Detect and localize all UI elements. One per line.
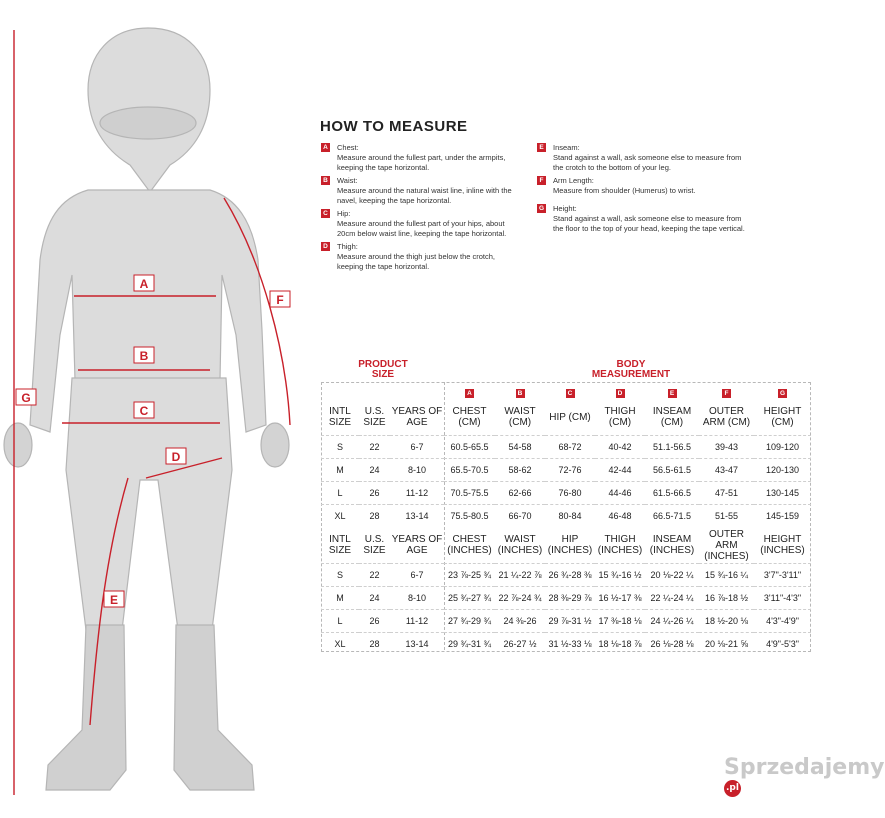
instruction-thigh bbox=[321, 242, 521, 272]
table-cell: M bbox=[321, 587, 359, 610]
table-cell: 26-27 ½ bbox=[495, 633, 545, 656]
table-cell: 42-44 bbox=[595, 459, 645, 482]
table-cell: 75.5-80.5 bbox=[444, 505, 495, 528]
letter-badge: F bbox=[722, 389, 731, 398]
table-cell: 56.5-61.5 bbox=[645, 459, 699, 482]
table-cell: 3'7"-3'11" bbox=[754, 564, 811, 587]
table-cell: 51-55 bbox=[699, 505, 754, 528]
letter-badge: G bbox=[538, 205, 545, 212]
table-cell: 26 bbox=[359, 610, 390, 633]
body-measurement-header: BODY MEASUREMENT bbox=[591, 359, 671, 380]
column-header: HEIGHT (INCHES) bbox=[760, 534, 805, 556]
instruction-height bbox=[537, 204, 747, 234]
empty-cell bbox=[321, 385, 359, 399]
column-header: HEIGHT (CM) bbox=[763, 406, 802, 428]
table-cell: 11-12 bbox=[390, 482, 444, 505]
table-cell: S bbox=[321, 564, 359, 587]
table-row bbox=[321, 587, 811, 610]
instruction-label: Hip: bbox=[337, 209, 351, 218]
instruction-arm-length bbox=[537, 176, 747, 196]
table-cell: M bbox=[321, 459, 359, 482]
figure-label-b: B bbox=[139, 349, 149, 363]
instruction-text: Stand against a wall, ask someone else to measure from the floor to the top of your head, keeping the tape vertical. bbox=[553, 214, 745, 233]
empty-cell bbox=[390, 385, 444, 399]
instruction-text: Measure from shoulder (Humerus) to wrist. bbox=[553, 186, 696, 195]
table-cell: 66-70 bbox=[495, 505, 545, 528]
table-cell: 24 ¼-26 ¼ bbox=[645, 610, 699, 633]
product-size-header: PRODUCT SIZE bbox=[358, 359, 408, 380]
column-header: INTL SIZE bbox=[328, 406, 352, 428]
table-cell: 11-12 bbox=[390, 610, 444, 633]
table-row bbox=[321, 436, 811, 459]
table-cell: 18 ⅛-18 ⅞ bbox=[595, 633, 645, 656]
letter-cell bbox=[495, 385, 545, 399]
measure-instructions-right bbox=[537, 143, 747, 237]
table-cell: 24 bbox=[359, 459, 390, 482]
table-cell: 4'3"-4'9" bbox=[754, 610, 811, 633]
letter-badge: B bbox=[321, 176, 330, 185]
instruction-label: Inseam: bbox=[553, 143, 580, 152]
table-cell: 20 ⅛-22 ¼ bbox=[645, 564, 699, 587]
instruction-label: Arm Length: bbox=[553, 176, 594, 185]
table-cell: L bbox=[321, 482, 359, 505]
instruction-text: Measure around the fullest part of your hips, about 20cm below waist line, keeping the tape horizontal. bbox=[337, 219, 507, 238]
watermark-text: Sprzedajemy bbox=[724, 755, 885, 780]
table-row bbox=[321, 633, 811, 656]
size-table bbox=[321, 385, 811, 655]
header-row bbox=[321, 399, 811, 436]
column-header: INSEAM (CM) bbox=[652, 406, 692, 428]
table-row bbox=[321, 482, 811, 505]
letter-cell bbox=[699, 385, 754, 399]
table-cell: 46-48 bbox=[595, 505, 645, 528]
column-header: YEARS OF AGE bbox=[391, 406, 443, 428]
table-cell: 16 ½-17 ⅜ bbox=[595, 587, 645, 610]
table-cell: 80-84 bbox=[545, 505, 595, 528]
letter-badge: E bbox=[668, 389, 677, 398]
table-cell: 8-10 bbox=[390, 587, 444, 610]
table-cell: 22 bbox=[359, 436, 390, 459]
letter-cell bbox=[545, 385, 595, 399]
table-cell: 27 ¾-29 ¾ bbox=[444, 610, 495, 633]
figure-label-d: D bbox=[171, 450, 181, 464]
table-cell: 29 ⅞-31 ½ bbox=[545, 610, 595, 633]
table-cell: 21 ¼-22 ⅞ bbox=[495, 564, 545, 587]
measurement-figure bbox=[0, 0, 310, 813]
table-cell: 60.5-65.5 bbox=[444, 436, 495, 459]
instruction-label: Chest: bbox=[337, 143, 359, 152]
table-cell: 47-51 bbox=[699, 482, 754, 505]
table-cell: 20 ⅛-21 ⅝ bbox=[699, 633, 754, 656]
table-cell: S bbox=[321, 436, 359, 459]
instruction-hip bbox=[321, 209, 521, 239]
column-header: WAIST (INCHES) bbox=[497, 534, 543, 556]
instruction-label: Waist: bbox=[337, 176, 358, 185]
table-cell: 66.5-71.5 bbox=[645, 505, 699, 528]
table-cell: 8-10 bbox=[390, 459, 444, 482]
table-row bbox=[321, 564, 811, 587]
table-cell: 28 bbox=[359, 505, 390, 528]
letter-badge: A bbox=[465, 389, 474, 398]
watermark-suffix: .pl bbox=[724, 780, 741, 797]
table-cell: 22 bbox=[359, 564, 390, 587]
instruction-text: Measure around the thigh just below the crotch, keeping the tape horizontal. bbox=[337, 252, 496, 271]
table-cell: 62-66 bbox=[495, 482, 545, 505]
letter-badge: C bbox=[566, 389, 575, 398]
letter-row bbox=[321, 385, 811, 399]
letter-badge: B bbox=[516, 389, 525, 398]
figure-label-e: E bbox=[109, 593, 119, 607]
instruction-chest bbox=[321, 143, 521, 173]
table-row bbox=[321, 610, 811, 633]
column-header: U.S. SIZE bbox=[363, 406, 386, 428]
table-cell: 40-42 bbox=[595, 436, 645, 459]
table-cell: 54-58 bbox=[495, 436, 545, 459]
letter-cell bbox=[754, 385, 811, 399]
instruction-waist bbox=[321, 176, 521, 206]
measure-instructions-left bbox=[321, 143, 521, 275]
table-cell: 15 ¾-16 ¼ bbox=[699, 564, 754, 587]
table-cell: 13-14 bbox=[390, 633, 444, 656]
table-cell: 39-43 bbox=[699, 436, 754, 459]
table-cell: 16 ⅞-18 ½ bbox=[699, 587, 754, 610]
size-chart bbox=[321, 382, 811, 652]
column-header: YEARS OF AGE bbox=[391, 534, 443, 556]
column-header: CHEST (INCHES) bbox=[447, 534, 492, 556]
table-cell: 28 bbox=[359, 633, 390, 656]
table-cell: L bbox=[321, 610, 359, 633]
letter-cell bbox=[444, 385, 495, 399]
column-header: THIGH (CM) bbox=[604, 406, 636, 428]
column-header: U.S. SIZE bbox=[363, 534, 386, 556]
header-row bbox=[321, 527, 811, 564]
instruction-text: Stand against a wall, ask someone else to measure from the crotch to the bottom of your leg. bbox=[553, 153, 742, 172]
column-header: INTL SIZE bbox=[328, 534, 352, 556]
letter-badge: G bbox=[779, 389, 786, 397]
column-header: OUTER ARM (CM) bbox=[702, 406, 751, 428]
rider-silhouette bbox=[0, 0, 310, 813]
letter-cell bbox=[595, 385, 645, 399]
table-cell: 26 ¾-28 ⅜ bbox=[545, 564, 595, 587]
table-cell: 22 ¼-24 ¼ bbox=[645, 587, 699, 610]
column-header: OUTER ARM (INCHES) bbox=[704, 528, 749, 562]
column-header: CHEST (CM) bbox=[452, 406, 487, 428]
table-cell: 51.1-56.5 bbox=[645, 436, 699, 459]
letter-badge: E bbox=[537, 143, 546, 152]
table-cell: 29 ¾-31 ¾ bbox=[444, 633, 495, 656]
table-cell: 145-159 bbox=[754, 505, 811, 528]
column-header: HIP (CM) bbox=[549, 411, 591, 423]
figure-label-g: G bbox=[21, 391, 31, 405]
table-cell: 24 bbox=[359, 587, 390, 610]
table-row bbox=[321, 505, 811, 528]
table-cell: XL bbox=[321, 505, 359, 528]
table-cell: 4'9"-5'3" bbox=[754, 633, 811, 656]
table-cell: 23 ⅞-25 ¾ bbox=[444, 564, 495, 587]
table-row bbox=[321, 459, 811, 482]
table-cell: 68-72 bbox=[545, 436, 595, 459]
table-cell: 26 ⅛-28 ⅛ bbox=[645, 633, 699, 656]
figure-label-f: F bbox=[276, 293, 284, 307]
table-cell: 15 ¾-16 ½ bbox=[595, 564, 645, 587]
figure-label-a: A bbox=[139, 277, 149, 291]
table-cell: 44-46 bbox=[595, 482, 645, 505]
table-cell: 120-130 bbox=[754, 459, 811, 482]
letter-badge: D bbox=[616, 389, 625, 398]
table-cell: 31 ½-33 ⅛ bbox=[545, 633, 595, 656]
table-cell: 70.5-75.5 bbox=[444, 482, 495, 505]
column-header: INSEAM (INCHES) bbox=[649, 534, 695, 556]
table-cell: 22 ⅞-24 ¾ bbox=[495, 587, 545, 610]
table-cell: 76-80 bbox=[545, 482, 595, 505]
table-cell: 25 ¾-27 ¾ bbox=[444, 587, 495, 610]
table-cell: 72-76 bbox=[545, 459, 595, 482]
letter-badge: A bbox=[321, 143, 330, 152]
letter-badge: D bbox=[321, 242, 330, 251]
table-cell: 3'11"-4'3" bbox=[754, 587, 811, 610]
instruction-text: Measure around the natural waist line, inline with the navel, keeping the tape horizontal. bbox=[337, 186, 512, 205]
table-cell: 24 ⅜-26 bbox=[495, 610, 545, 633]
table-cell: 26 bbox=[359, 482, 390, 505]
watermark bbox=[724, 755, 885, 805]
table-cell: 18 ½-20 ⅛ bbox=[699, 610, 754, 633]
instruction-label: Thigh: bbox=[337, 242, 358, 251]
table-cell: 6-7 bbox=[390, 436, 444, 459]
instruction-text: Measure around the fullest part, under the armpits, keeping the tape horizontal. bbox=[337, 153, 506, 172]
table-cell: 6-7 bbox=[390, 564, 444, 587]
table-cell: XL bbox=[321, 633, 359, 656]
letter-badge: F bbox=[537, 176, 546, 185]
column-header: THIGH (INCHES) bbox=[597, 534, 643, 556]
column-header: HIP (INCHES) bbox=[547, 534, 593, 556]
empty-cell bbox=[359, 385, 390, 399]
table-cell: 130-145 bbox=[754, 482, 811, 505]
table-cell: 61.5-66.5 bbox=[645, 482, 699, 505]
letter-cell bbox=[645, 385, 699, 399]
table-cell: 43-47 bbox=[699, 459, 754, 482]
figure-label-c: C bbox=[139, 404, 149, 418]
table-cell: 65.5-70.5 bbox=[444, 459, 495, 482]
table-cell: 13-14 bbox=[390, 505, 444, 528]
table-cell: 28 ⅜-29 ⅞ bbox=[545, 587, 595, 610]
table-cell: 17 ⅜-18 ⅛ bbox=[595, 610, 645, 633]
instruction-label: Height: bbox=[553, 204, 577, 213]
column-header: WAIST (CM) bbox=[504, 406, 536, 428]
table-cell: 109-120 bbox=[754, 436, 811, 459]
page-title: HOW TO MEASURE bbox=[320, 118, 468, 135]
instruction-inseam bbox=[537, 143, 747, 173]
letter-badge: C bbox=[321, 209, 330, 218]
table-cell: 58-62 bbox=[495, 459, 545, 482]
